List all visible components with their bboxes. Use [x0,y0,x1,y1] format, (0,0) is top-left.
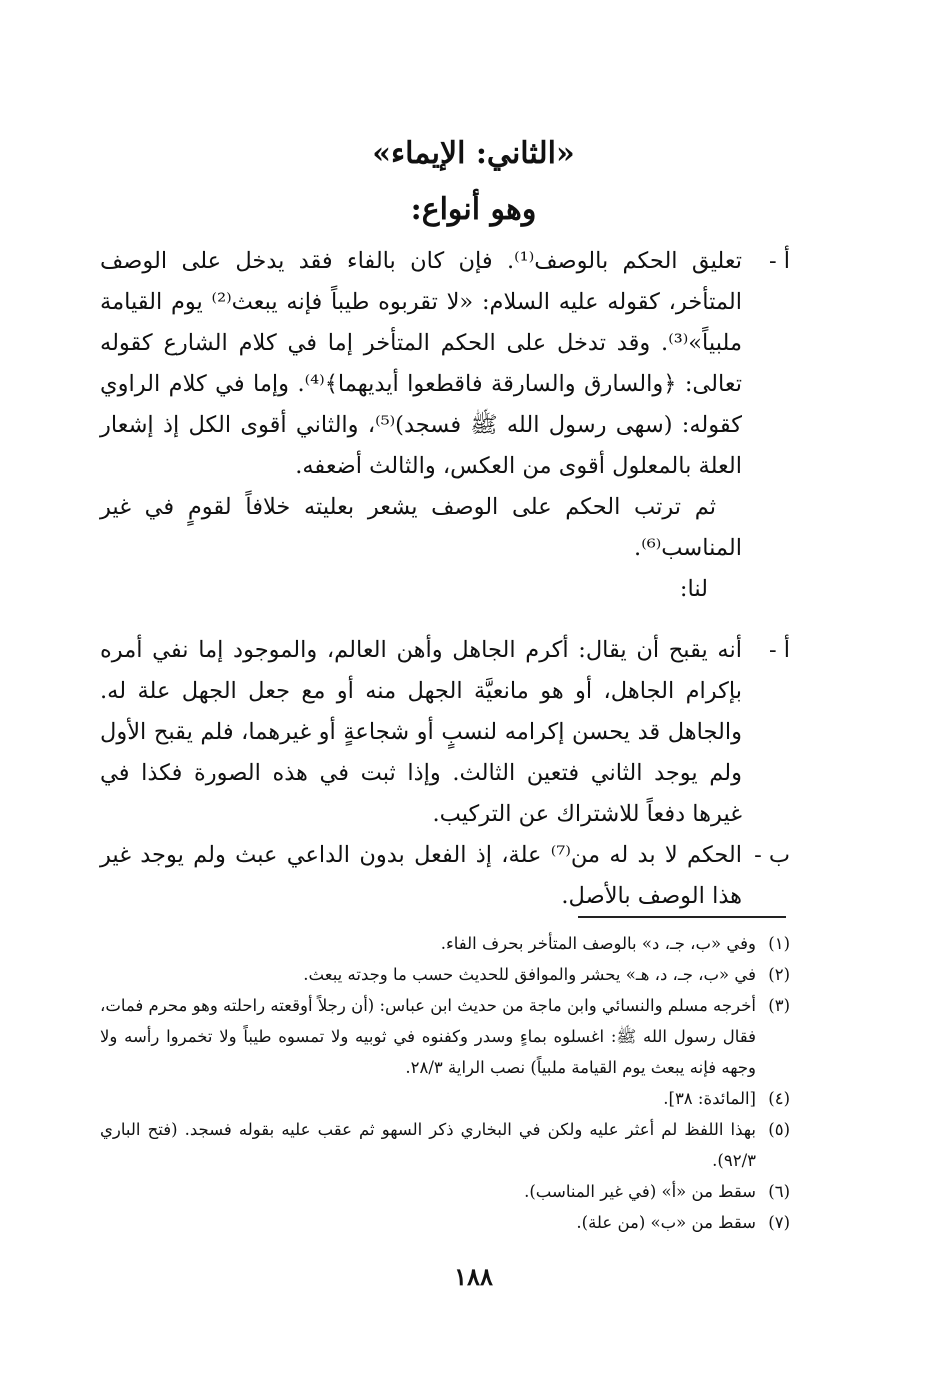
footnote-number: (١) [768,934,790,953]
list-marker: أ - [768,637,790,663]
footnote-number: (٤) [768,1089,790,1108]
main-text [100,241,790,917]
footnote-text: سقط من «ب» (من علة). [576,1213,756,1232]
footnote [100,990,790,1083]
list-item-text: الحكم لا بد له من⁽⁷⁾ علة، إذ الفعل بدون الداعي عبث ولم يوجد غير هذا الوصف بالأصل. [100,842,743,909]
list-item-a [100,241,790,487]
list-marker: أ - [768,248,790,274]
footnote [100,928,790,959]
footnote [100,1083,790,1114]
footnote-number: (٣) [768,996,790,1015]
argument-heading: لنا: [679,576,708,602]
footnote [100,959,790,990]
footnote-number: (٦) [768,1182,790,1201]
page-number: ١٨٨ [454,1262,493,1291]
list-item-b [100,835,790,917]
paragraph: ثم ترتب الحكم على الوصف يشعر بعليته خلافاً لقومٍ في غير المناسب⁽⁶⁾. [100,494,742,561]
list-item-text: تعليق الحكم بالوصف⁽¹⁾. فإن كان بالفاء فقد يدخل على الوصف المتأخر، كقوله عليه السلام: «لا تقربوه طيباً فإنه يبعث⁽²⁾ يوم القيامة ملبياً»⁽³⁾. وقد تدخل على الحكم المتأخر إما في كلام الشارع كقوله تعالى: ﴿والسارق والسارقة فاقطعوا أيديهما﴾⁽⁴⁾. وإما في كلام الراوي كقوله: (سهى رسول الله ﷺ فسجد)⁽⁵⁾، والثاني أقوى الكل إذ إشعار العلة بالمعلول أقوى من العكس، والثالث أضعفه. [100,248,743,479]
footnotes [100,928,790,1238]
footnote-text: أخرجه مسلم والنسائي وابن ماجة من حديث ابن عباس: (أن رجلاً أوقعته راحلته وهو محرم فمات، فقال رسول الله ﷺ: اغسلوه بماءٍ وسدر وكفنوه في ثوبيه ولا تمسوه طيباً ولا تخمروا رأسه ولا وجهه فإنه يبعث يوم القيامة ملبياً) نصب الراية ٢٨/٣. [100,996,756,1077]
list-item-a [100,630,790,835]
section-title: «الثاني: الإيماء» [372,136,575,171]
section-subtitle: وهو أنواع: [410,192,537,227]
footnote-text: [المائدة: ٣٨]. [663,1089,756,1108]
footnote-number: (٥) [768,1120,790,1139]
footnote-text: سقط من «أ» (في غير المناسب). [524,1182,756,1201]
footnote-text: بهذا اللفظ لم أعثر عليه ولكن في البخاري ذكر السهو ثم عقب عليه بقوله فسجد. (فتح الباري ٩٢/٣). [100,1120,756,1170]
footnote-divider [578,916,786,918]
footnote-text: وفي «ب، جـ، د» بالوصف المتأخر بحرف الفاء. [440,934,756,953]
footnote [100,1176,790,1207]
footnote [100,1207,790,1238]
footnote-number: (٧) [768,1213,790,1232]
list-item-text: أنه يقبح أن يقال: أكرم الجاهل وأهن العالم، والموجود إما نفي أمره بإكرام الجاهل، أو هو مانعيَّة الجهل منه أو مع جعل الجهل علة له. والجاهل قد يحسن إكرامه لنسبٍ أو شجاعةٍ أو غيرهما، فلم يقبح الأول ولم يوجد الثاني فتعين الثالث. وإذا ثبت في هذه الصورة فكذا في غيرها دفعاً للاشتراك عن التركيب. [100,637,742,827]
list-marker: ب - [754,842,790,868]
footnote-text: في «ب، جـ، د، هـ» يحشر والموافق للحديث حسب ما وجدته يبعث. [303,965,756,984]
footnote-number: (٢) [768,965,790,984]
footnote [100,1114,790,1176]
